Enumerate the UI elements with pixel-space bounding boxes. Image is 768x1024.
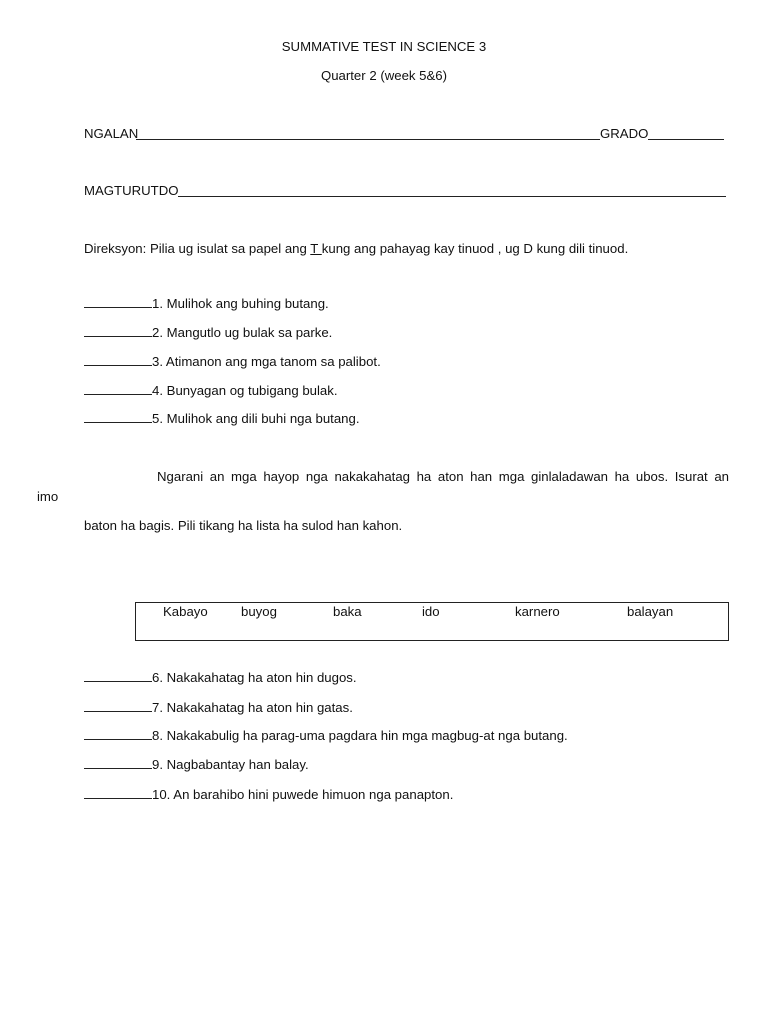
- item-10: 10. An barahibo hini puwede himuon nga panapton.: [84, 786, 453, 804]
- grade-blank[interactable]: [648, 139, 724, 140]
- item-3: 3. Atimanon ang mga tanom sa palibot.: [84, 353, 381, 371]
- answer-blank[interactable]: [84, 324, 152, 337]
- choice-ido: ido: [422, 604, 440, 619]
- answer-blank[interactable]: [84, 669, 152, 682]
- item-7: 7. Nakakahatag ha aton hin gatas.: [84, 699, 353, 717]
- part2-instruction-cont: baton ha bagis. Pili tikang ha lista ha sulod han kahon.: [84, 518, 403, 533]
- answer-blank[interactable]: [84, 353, 152, 366]
- teacher-label: MAGTURUTDO: [84, 183, 179, 198]
- item-8: 8. Nakakabulig ha parag-uma pagdara hin mga magbug-at nga butang.: [84, 727, 568, 745]
- item-4: 4. Bunyagan og tubigang bulak.: [84, 382, 338, 400]
- answer-blank[interactable]: [84, 699, 152, 712]
- choice-kabayo: Kabayo: [163, 604, 208, 619]
- choice-baka: baka: [333, 604, 362, 619]
- choice-balayan: balayan: [627, 604, 674, 619]
- item-1: 1. Mulihok ang buhing butang.: [84, 295, 329, 313]
- part1-directions: Direksyon: Pilia ug isulat sa papel ang T kung ang pahayag kay tinuod , ug D kung dili tinuod.: [84, 241, 629, 256]
- item-6: 6. Nakakahatag ha aton hin dugos.: [84, 669, 357, 687]
- answer-blank[interactable]: [84, 727, 152, 740]
- name-blank[interactable]: [136, 139, 600, 140]
- item-9: 9. Nagbabantay han balay.: [84, 756, 309, 774]
- test-title: SUMMATIVE TEST IN SCIENCE 3: [281, 39, 487, 54]
- part2-instruction: Ngarani an mga hayop nga nakakahatag ha aton han mga ginlaladawan ha ubos. Isurat an: [157, 469, 729, 484]
- answer-blank[interactable]: [84, 786, 152, 799]
- answer-blank[interactable]: [84, 756, 152, 769]
- item-2: 2. Mangutlo ug bulak sa parke.: [84, 324, 332, 342]
- choice-buyog: buyog: [241, 604, 277, 619]
- item-5: 5. Mulihok ang dili buhi nga butang.: [84, 410, 359, 428]
- name-label: NGALAN: [84, 126, 139, 141]
- answer-blank[interactable]: [84, 295, 152, 308]
- answer-blank[interactable]: [84, 410, 152, 423]
- part2-instruction-wrap: imo: [37, 489, 59, 504]
- grade-label: GRADO: [600, 126, 649, 141]
- true-letter: T: [310, 241, 322, 256]
- quarter-subtitle: Quarter 2 (week 5&6): [320, 68, 448, 83]
- choice-karnero: karnero: [515, 604, 560, 619]
- answer-blank[interactable]: [84, 382, 152, 395]
- teacher-blank[interactable]: [178, 196, 726, 197]
